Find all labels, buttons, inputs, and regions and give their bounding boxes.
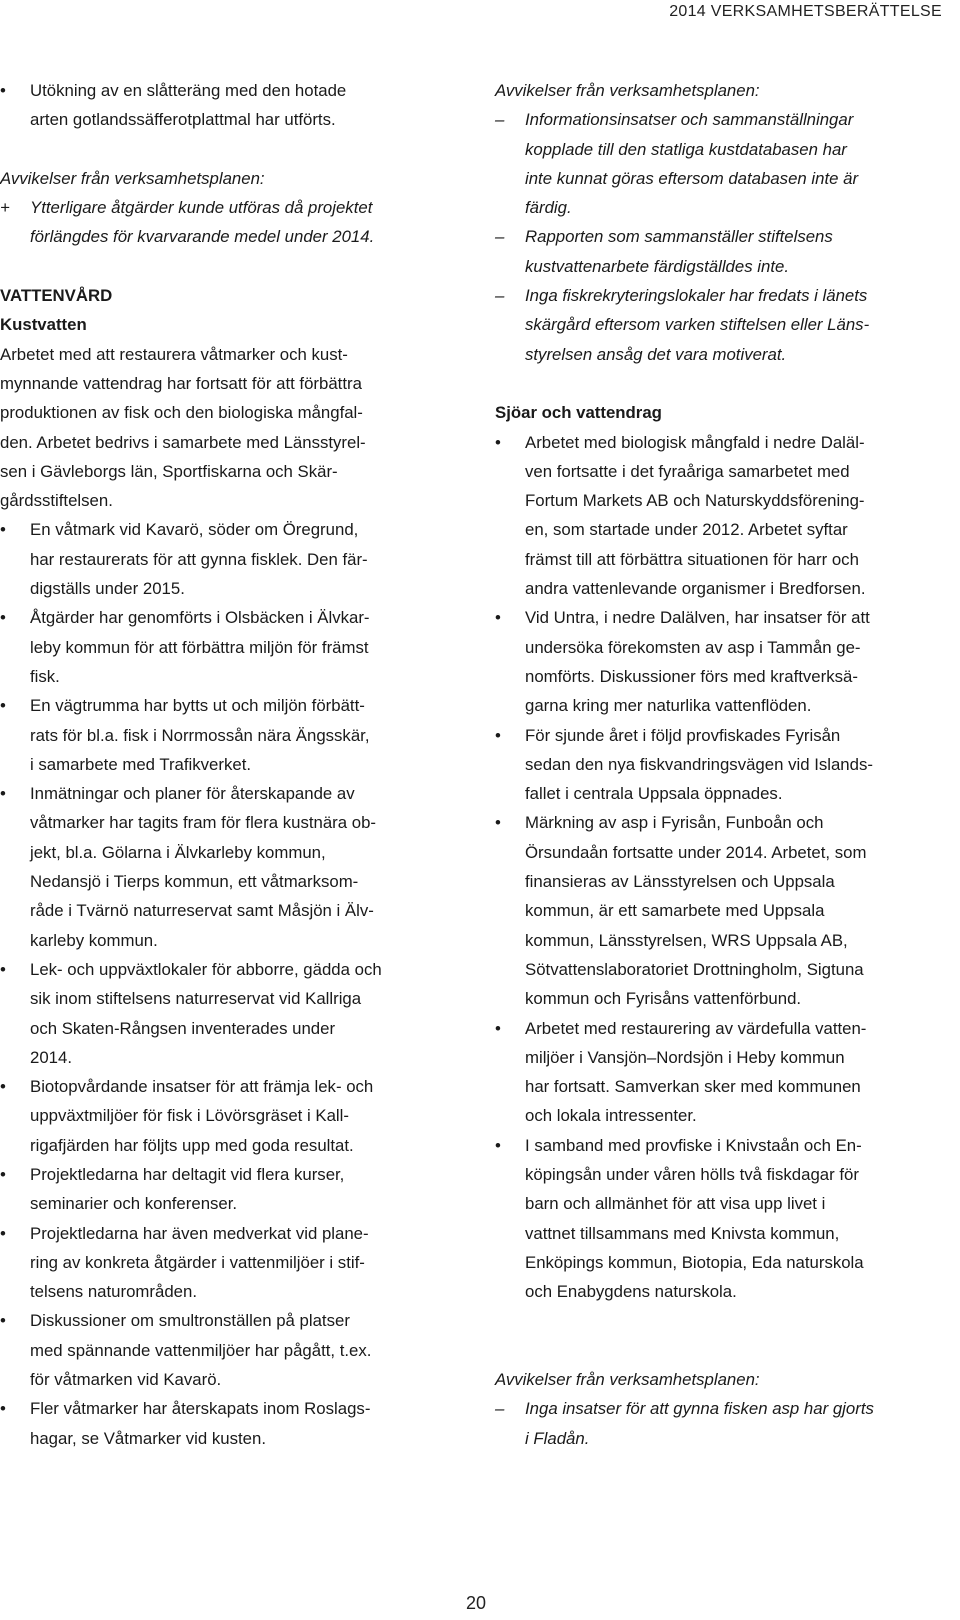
text-line: hagar, se Våtmarker vid kusten. <box>30 1428 266 1448</box>
text-line: Projektledarna har deltagit vid flera kurser, <box>30 1164 345 1184</box>
subsection-heading: Kustvatten <box>0 315 87 335</box>
text-line: kommun, är ett samarbete med Uppsala <box>525 901 825 921</box>
body-paragraph <box>0 340 440 516</box>
text-line: kustvattenarbete färdigställdes inte. <box>525 256 789 276</box>
dash-marker: – <box>495 227 505 247</box>
list-item <box>0 1160 440 1219</box>
running-header: 2014 VERKSAMHETSBERÄTTELSE <box>669 3 942 20</box>
text-line: leby kommun för att förbättra miljön för främst <box>30 637 369 657</box>
bullet-marker <box>495 721 517 750</box>
list-item <box>495 603 935 720</box>
list-item <box>495 428 935 604</box>
text-line: ven fortsatte i det fyraåriga samarbetet med <box>525 461 850 481</box>
bullet-marker <box>0 955 22 984</box>
text-line: Åtgärder har genomförts i Olsbäcken i Älvkar- <box>30 608 370 628</box>
text-line: Inmätningar och planer för återskapande av <box>30 784 355 804</box>
bullet-marker <box>495 1014 517 1043</box>
text-line: rigafjärden har följts upp med goda resultat. <box>30 1135 354 1155</box>
text-line: uppväxtmiljöer för fisk i Lövörsgräset i Kall- <box>30 1106 349 1126</box>
text-line: Sötvattenslaboratoriet Drottningholm, Sigtuna <box>525 959 864 979</box>
text-line: i samarbete med Trafikverket. <box>30 754 252 774</box>
text-line: våtmarker har tagits fram för flera kustnära ob- <box>30 813 377 833</box>
deviations-label: Avvikelser från verksamhetsplanen: <box>495 81 760 100</box>
list-item <box>0 691 440 779</box>
text-line: Diskussioner om smultronställen på platser <box>30 1311 350 1331</box>
text-line: För sjunde året i följd provfiskades Fyrisån <box>525 725 841 745</box>
bullet-marker <box>495 808 517 837</box>
list-item <box>495 222 935 281</box>
text-line: och Enabygdens naturskola. <box>525 1282 737 1302</box>
text-line: Arbetet med restaurering av värdefulla vatten- <box>525 1018 867 1038</box>
bullet-marker <box>495 428 517 457</box>
bullet-marker <box>0 1306 22 1335</box>
text-line: Informationsinsatser och sammanställningar <box>525 110 854 130</box>
dash-marker: – <box>495 110 505 130</box>
text-line: Rapporten som sammanställer stiftelsens <box>525 227 833 247</box>
text-line: mynnande vattendrag har fortsatt för att förbättra <box>0 373 362 393</box>
text-line: den. Arbetet bedrivs i samarbete med Länsstyrel- <box>0 432 366 452</box>
list-item <box>495 808 935 1013</box>
dash-marker: – <box>495 286 505 306</box>
text-line: 2014. <box>30 1047 72 1067</box>
text-line: Nedansjö i Tierps kommun, ett våtmarksom- <box>30 872 359 892</box>
list-item <box>0 1306 440 1394</box>
list-item <box>0 515 440 603</box>
text-line: Biotopvårdande insatser för att främja lek- och <box>30 1077 374 1097</box>
dash-marker: – <box>495 1399 505 1419</box>
bullet-marker <box>0 1394 22 1423</box>
text-line: sen i Gävleborgs län, Sportfiskarna och Skär- <box>0 461 338 481</box>
deviation-item <box>495 1394 935 1453</box>
page-number: 20 <box>466 1593 487 1613</box>
text-line: barn och allmänhet för att visa upp livet i <box>525 1194 826 1214</box>
subsection-heading: Sjöar och vattendrag <box>495 403 662 423</box>
text-line: Enköpings kommun, Biotopia, Eda naturskola <box>525 1252 864 1272</box>
text-line: arten gotlandssäfferotplattmal har utförts. <box>30 110 336 130</box>
deviation-plus-item <box>0 193 440 252</box>
list-item <box>495 1131 935 1307</box>
deviations-label: Avvikelser från verksamhetsplanen: <box>0 168 265 188</box>
text-line: jekt, bl.a. Gölarna i Älvkarleby kommun, <box>30 842 326 862</box>
text-line: Arbetet med att restaurera våtmarker och kust- <box>0 344 348 364</box>
text-line: Arbetet med biologisk mångfald i nedre Daläl- <box>525 432 865 452</box>
plus-marker: + <box>0 198 10 218</box>
left-column <box>0 76 440 1453</box>
text-line: En vägtrumma har bytts ut och miljön förbätt- <box>30 696 365 716</box>
text-line: Inga fiskrekryteringslokaler har fredats i länets <box>525 286 868 306</box>
text-line: ring av konkreta åtgärder i vattenmiljöer i stif- <box>30 1252 365 1272</box>
text-line: finansieras av Länsstyrelsen och Uppsala <box>525 872 835 892</box>
right-column <box>495 76 935 1453</box>
text-line: fallet i centrala Uppsala öppnades. <box>525 784 783 804</box>
text-line: sik inom stiftelsens naturreservat vid Kallriga <box>30 989 362 1009</box>
text-line: har restaurerats för att gynna fisklek. Den fär- <box>30 549 368 569</box>
text-line: råde i Tvärnö naturreservat samt Måsjön i Älv- <box>30 901 374 921</box>
text-line: kopplade till den statliga kustdatabasen har <box>525 139 847 159</box>
list-item <box>495 105 935 222</box>
text-line: och Skaten-Rångsen inventerades under <box>30 1018 336 1038</box>
text-line: köpingsån under våren hölls två fiskdagar för <box>525 1164 859 1184</box>
text-line: för våtmarken vid Kavarö. <box>30 1370 222 1390</box>
text-line: produktionen av fisk och den biologiska mångfal- <box>0 403 363 423</box>
bullet-marker <box>0 691 22 720</box>
bullet-marker <box>0 1072 22 1101</box>
text-line: garna kring mer naturlika vattenflöden. <box>525 696 812 716</box>
text-line: undersöka förekomsten av asp i Tammån ge- <box>525 637 861 657</box>
bullet-marker <box>0 1160 22 1189</box>
text-line: har fortsatt. Samverkan sker med kommunen <box>525 1077 861 1097</box>
text-line: seminarier och konferenser. <box>30 1194 238 1214</box>
text-line: vattnet tillsammans med Knivsta kommun, <box>525 1223 840 1243</box>
text-line: Utökning av en slåtteräng med den hotade <box>30 81 347 100</box>
bullet-marker <box>0 515 22 544</box>
text-line: Fortum Markets AB och Naturskyddsförening- <box>525 491 865 511</box>
bullet-marker <box>0 603 22 632</box>
text-line: karleby kommun. <box>30 930 158 950</box>
text-line: skärgård eftersom varken stiftelsen eller Läns- <box>525 315 870 335</box>
text-line: sedan den nya fiskvandringsvägen vid Islands- <box>525 754 873 774</box>
text-line: med spännande vattenmiljöer har pågått, t.ex. <box>30 1340 372 1360</box>
text-line: andra vattenlevande organismer i Bredforsen. <box>525 579 866 599</box>
list-item <box>0 779 440 955</box>
bullet-marker <box>495 603 517 632</box>
list-item <box>495 281 935 369</box>
text-line: främst till att förbättra situationen för harr och <box>525 549 859 569</box>
bullet-marker <box>0 1219 22 1248</box>
list-item <box>495 1014 935 1131</box>
text-line: digställs under 2015. <box>30 579 185 599</box>
text-line: I samband med provfiske i Knivstaån och En- <box>525 1135 862 1155</box>
bullet-marker <box>0 76 22 105</box>
deviations-label: Avvikelser från verksamhetsplanen: <box>495 1370 760 1390</box>
text-line: färdig. <box>525 198 572 218</box>
bullet-list <box>0 515 440 1453</box>
text-line: förlängdes för kvarvarande medel under 2014. <box>30 227 375 247</box>
text-line: en, som startade under 2012. Arbetet syftar <box>525 520 848 540</box>
text-line: telsens naturområden. <box>30 1282 197 1302</box>
list-item <box>495 721 935 809</box>
text-line: kommun och Fyrisåns vattenförbund. <box>525 989 802 1009</box>
bullet-marker <box>495 1131 517 1160</box>
text-line: rats för bl.a. fisk i Norrmossån nära Ängsskär, <box>30 725 370 745</box>
text-line: och lokala intressenter. <box>525 1106 697 1126</box>
text-line: nomförts. Diskussioner förs med kraftverksä- <box>525 666 858 686</box>
text-line: fisk. <box>30 666 60 686</box>
text-line: Projektledarna har även medverkat vid plane- <box>30 1223 369 1243</box>
text-line: Ytterligare åtgärder kunde utföras då projektet <box>30 198 373 218</box>
text-line: Örsundaån fortsatte under 2014. Arbetet, som <box>525 842 867 862</box>
text-line: styrelsen ansåg det vara motiverat. <box>525 344 787 364</box>
section-heading: VATTENVÅRD <box>0 286 113 306</box>
text-line: inte kunnat göras eftersom databasen inte är <box>525 168 859 188</box>
text-line: Vid Untra, i nedre Dalälven, har insatser för att <box>525 608 870 628</box>
text-line: En våtmark vid Kavarö, söder om Öregrund, <box>30 520 359 540</box>
text-line: Inga insatser för att gynna fisken asp har gjorts <box>525 1399 874 1419</box>
list-item <box>0 1072 440 1160</box>
list-item <box>0 955 440 1072</box>
list-item <box>0 603 440 691</box>
text-line: kommun, Länsstyrelsen, WRS Uppsala AB, <box>525 930 848 950</box>
intro-bullet <box>0 76 440 135</box>
text-line: Lek- och uppväxtlokaler för abborre, gädda och <box>30 959 382 979</box>
bullet-marker <box>0 779 22 808</box>
bullet-list <box>495 428 935 1307</box>
text-line: gårdsstiftelsen. <box>0 491 113 511</box>
text-line: i Fladån. <box>525 1428 590 1448</box>
list-item <box>0 1394 440 1453</box>
deviation-list <box>495 105 935 369</box>
list-item <box>0 1219 440 1307</box>
text-line: miljöer i Vansjön–Nordsjön i Heby kommun <box>525 1047 845 1067</box>
text-line: Fler våtmarker har återskapats inom Roslags- <box>30 1399 371 1419</box>
text-line: Märkning av asp i Fyrisån, Funboån och <box>525 813 824 833</box>
